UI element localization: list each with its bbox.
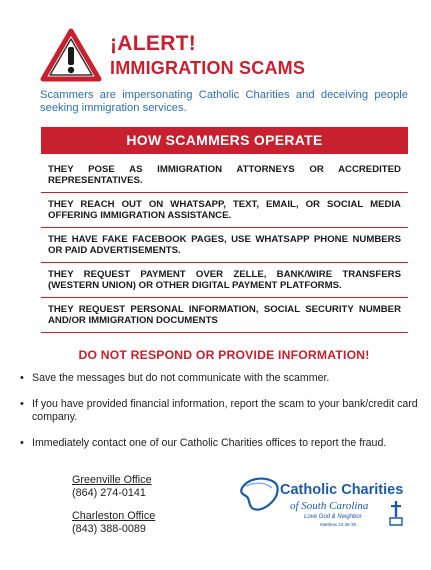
- office-link-greenville[interactable]: Greenville Office: [72, 474, 152, 486]
- operation-item: THEY REQUEST PERSONAL INFORMATION, SOCIAL SECURITY NUMBER AND/OR IMMIGRATION DOCUMENTS: [41, 298, 408, 333]
- logo-region: of South Carolina: [290, 500, 369, 512]
- advice-list: [18, 372, 428, 462]
- office-link-charleston[interactable]: Charleston Office: [72, 510, 156, 522]
- operation-item: THEY REQUEST PAYMENT OVER ZELLE, BANK/WIRE TRANSFERS (WESTERN UNION) OR OTHER DIGITAL PAYMENT PLATFORMS.: [41, 263, 408, 298]
- logo-verse: Matthew 22:36-39: [320, 522, 357, 527]
- advice-text: If you have provided financial information, report the scam to your bank/credit card company.: [32, 397, 418, 423]
- operation-item: THEY POSE AS IMMIGRATION ATTORNEYS OR ACCREDITED REPRESENTATIVES.: [41, 158, 408, 193]
- south-carolina-state-icon: [238, 474, 282, 514]
- advice-item: [18, 372, 428, 386]
- alert-subtitle: IMMIGRATION SCAMS: [110, 58, 306, 78]
- operations-list: [41, 158, 408, 333]
- intro-text: Scammers are impersonating Catholic Charities and deceiving people seeking immigration services.: [40, 89, 408, 114]
- warning-triangle-icon: [40, 28, 102, 82]
- cross-icon: [388, 500, 404, 526]
- office-contacts: [72, 474, 222, 536]
- logo-tagline: Love God & Neighbor: [304, 514, 362, 520]
- alert-title: ¡ALERT!: [110, 32, 197, 55]
- section-banner: HOW SCAMMERS OPERATE: [41, 127, 408, 154]
- catholic-charities-logo: [238, 472, 414, 532]
- operation-item: THE HAVE FAKE FACEBOOK PAGES, USE WHATSAPP PHONE NUMBERS OR PAID ADVERTISEMENTS.: [41, 228, 408, 263]
- office-phone: (843) 388-0089: [72, 523, 146, 535]
- bullet-icon: •: [20, 397, 24, 410]
- advice-text: Immediately contact one of our Catholic Charities offices to report the fraud.: [32, 436, 387, 449]
- advice-text: Save the messages but do not communicate with the scammer.: [32, 372, 330, 384]
- office-phone: (864) 274-0141: [72, 487, 146, 499]
- advice-item: [18, 437, 428, 451]
- logo-name: Catholic Charities: [280, 482, 404, 498]
- operation-item: THEY REACH OUT ON WHATSAPP, TEXT, EMAIL, OR SOCIAL MEDIA OFFERING IMMIGRATION ASSISTANCE.: [41, 193, 408, 228]
- advice-item: [18, 398, 428, 425]
- bullet-icon: •: [20, 436, 24, 449]
- bullet-icon: •: [20, 372, 24, 384]
- warning-text: DO NOT RESPOND OR PROVIDE INFORMATION!: [78, 348, 370, 362]
- alert-header: [40, 28, 400, 84]
